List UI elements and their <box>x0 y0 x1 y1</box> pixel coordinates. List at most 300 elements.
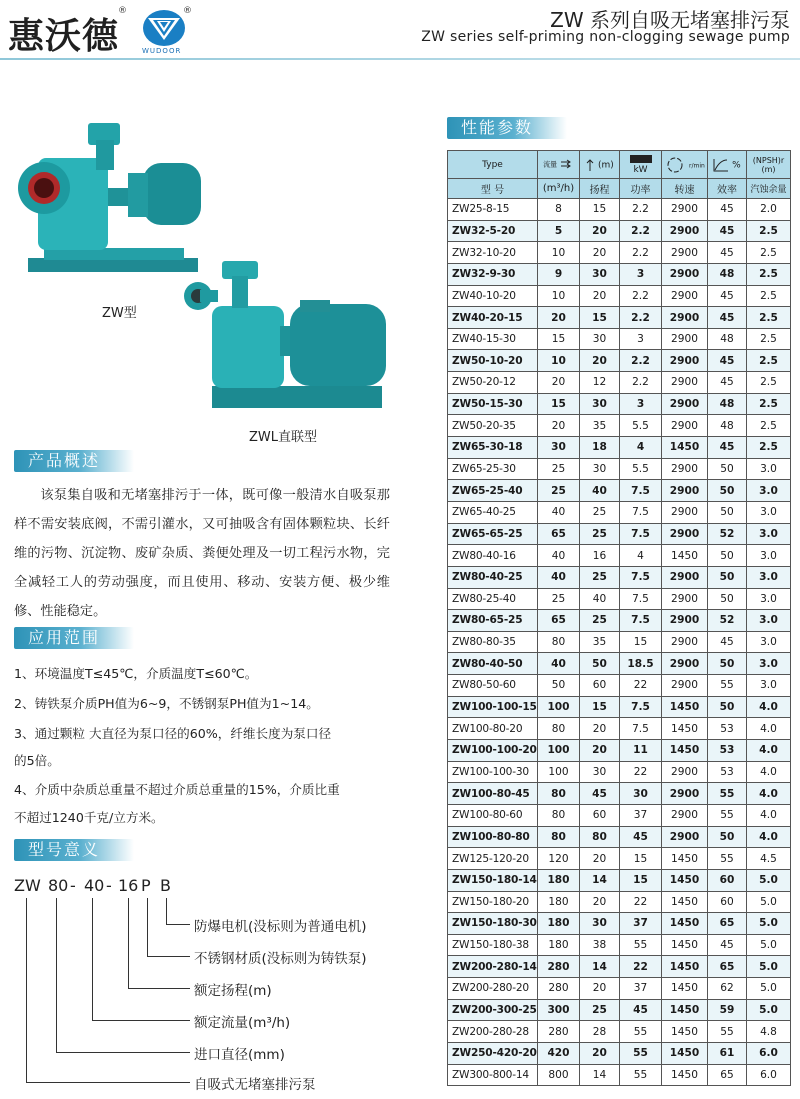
table-row <box>448 545 791 567</box>
value-cell: 10 <box>538 285 580 307</box>
value-cell: 20 <box>580 978 620 1000</box>
logo-registered-mark: ® <box>183 6 192 16</box>
value-cell: 3.0 <box>747 675 791 697</box>
header-divider <box>0 58 800 60</box>
model-cell: ZW50-20-35 <box>448 415 538 437</box>
value-cell: 7.5 <box>620 718 662 740</box>
connector-line <box>166 924 190 925</box>
value-cell: 37 <box>620 978 662 1000</box>
value-cell: 2.5 <box>747 263 791 285</box>
model-cell: ZW80-25-40 <box>448 588 538 610</box>
rotation-icon <box>664 156 686 174</box>
value-cell: 4.0 <box>747 740 791 762</box>
value-cell: 45 <box>708 372 747 394</box>
model-cell: ZW50-10-20 <box>448 350 538 372</box>
connector-line <box>92 1020 190 1021</box>
value-cell: 53 <box>708 740 747 762</box>
zwl-pump-image <box>182 256 390 418</box>
model-cell: ZW65-25-30 <box>448 458 538 480</box>
value-cell: 2.2 <box>620 350 662 372</box>
table-row <box>448 913 791 935</box>
value-cell: 2900 <box>662 501 708 523</box>
value-cell: 2900 <box>662 220 708 242</box>
model-cell: ZW125-120-20 <box>448 848 538 870</box>
model-cell: ZW150-180-20 <box>448 891 538 913</box>
model-cell: ZW40-15-30 <box>448 328 538 350</box>
table-row <box>448 588 791 610</box>
value-cell: 2.5 <box>747 437 791 459</box>
value-cell: 40 <box>538 545 580 567</box>
connector-line <box>128 988 190 989</box>
value-cell: 65 <box>708 956 747 978</box>
model-cell: ZW80-65-25 <box>448 610 538 632</box>
value-cell: 45 <box>708 307 747 329</box>
value-cell: 55 <box>620 1064 662 1086</box>
model-label-head: 额定扬程(m) <box>194 983 272 999</box>
table-row <box>448 740 791 762</box>
value-cell: 20 <box>580 718 620 740</box>
value-cell: 5.0 <box>747 934 791 956</box>
value-cell: 4.0 <box>747 761 791 783</box>
value-cell: 7.5 <box>620 566 662 588</box>
value-cell: 4.0 <box>747 804 791 826</box>
table-row <box>448 199 791 221</box>
value-cell: 50 <box>708 501 747 523</box>
value-cell: 6.0 <box>747 1042 791 1064</box>
value-cell: 15 <box>580 199 620 221</box>
connector-line <box>166 898 167 924</box>
table-row <box>448 393 791 415</box>
value-cell: 25 <box>538 458 580 480</box>
value-cell: 2900 <box>662 393 708 415</box>
table-row <box>448 372 791 394</box>
value-cell: 5.0 <box>747 913 791 935</box>
value-cell: 2900 <box>662 653 708 675</box>
connector-line <box>56 898 57 1052</box>
value-cell: 180 <box>538 891 580 913</box>
value-cell: 2900 <box>662 588 708 610</box>
value-cell: 3.0 <box>747 523 791 545</box>
model-cell: ZW200-280-20 <box>448 978 538 1000</box>
value-cell: 2900 <box>662 804 708 826</box>
table-row <box>448 761 791 783</box>
header-speed-icon-cell <box>662 151 708 179</box>
table-row <box>448 501 791 523</box>
value-cell: 1450 <box>662 869 708 891</box>
application-item: 2、铸铁泵介质PH值为6~9，不锈钢泵PH值为1~14。 <box>14 696 319 711</box>
value-cell: 22 <box>620 891 662 913</box>
value-cell: 4.0 <box>747 696 791 718</box>
model-cell: ZW40-10-20 <box>448 285 538 307</box>
connector-line <box>26 1082 190 1083</box>
value-cell: 4 <box>620 437 662 459</box>
value-cell: 14 <box>580 1064 620 1086</box>
table-row <box>448 804 791 826</box>
value-cell: 4 <box>620 545 662 567</box>
model-label-flow: 额定流量(m³/h) <box>194 1015 291 1031</box>
value-cell: 20 <box>580 220 620 242</box>
value-cell: 16 <box>580 545 620 567</box>
model-cell: ZW100-100-20 <box>448 740 538 762</box>
brand-name: 惠沃德 <box>8 16 120 57</box>
value-cell: 40 <box>580 480 620 502</box>
value-cell: 6.0 <box>747 1064 791 1086</box>
value-cell: 3.0 <box>747 653 791 675</box>
model-label-series: 自吸式无堵塞排污泵 <box>194 1077 316 1093</box>
connector-line <box>147 956 190 957</box>
value-cell: 40 <box>538 653 580 675</box>
value-cell: 55 <box>708 675 747 697</box>
value-cell: 5.0 <box>747 891 791 913</box>
value-cell: 3.0 <box>747 631 791 653</box>
table-row <box>448 956 791 978</box>
table-row <box>448 848 791 870</box>
header-power: 功率 <box>620 179 662 199</box>
value-cell: 1450 <box>662 913 708 935</box>
value-cell: 3 <box>620 263 662 285</box>
model-cell: ZW100-80-60 <box>448 804 538 826</box>
model-part-inlet: 80 <box>48 876 69 895</box>
flow-icon <box>560 159 574 169</box>
value-cell: 2900 <box>662 242 708 264</box>
efficiency-curve-icon <box>713 158 729 172</box>
value-cell: 20 <box>580 848 620 870</box>
model-cell: ZW300-800-14 <box>448 1064 538 1086</box>
model-meaning-heading: 型号意义 <box>14 839 134 861</box>
value-cell: 4.0 <box>747 826 791 848</box>
value-cell: 2.2 <box>620 285 662 307</box>
value-cell: 5.0 <box>747 956 791 978</box>
header-efficiency-icon-cell <box>708 151 747 179</box>
zwl-image-caption: ZWL直联型 <box>249 430 318 445</box>
value-cell: 1450 <box>662 934 708 956</box>
value-cell: 1450 <box>662 978 708 1000</box>
value-cell: 1450 <box>662 999 708 1021</box>
value-cell: 50 <box>708 588 747 610</box>
value-cell: 2900 <box>662 350 708 372</box>
table-row <box>448 610 791 632</box>
model-cell: ZW65-30-18 <box>448 437 538 459</box>
table-row <box>448 653 791 675</box>
table-row <box>448 934 791 956</box>
value-cell: 45 <box>620 999 662 1021</box>
value-cell: 50 <box>708 458 747 480</box>
model-cell: ZW32-10-20 <box>448 242 538 264</box>
value-cell: 55 <box>708 1021 747 1043</box>
value-cell: 22 <box>620 675 662 697</box>
value-cell: 2900 <box>662 199 708 221</box>
model-cell: ZW150-180-38 <box>448 934 538 956</box>
value-cell: 2900 <box>662 263 708 285</box>
value-cell: 30 <box>580 458 620 480</box>
header-efficiency: 效率 <box>708 179 747 199</box>
value-cell: 20 <box>538 372 580 394</box>
value-cell: 5.0 <box>747 999 791 1021</box>
header-flow: (m³/h) <box>538 179 580 199</box>
value-cell: 40 <box>538 566 580 588</box>
value-cell: 40 <box>538 501 580 523</box>
value-cell: 1450 <box>662 545 708 567</box>
value-cell: 100 <box>538 761 580 783</box>
value-cell: 2900 <box>662 566 708 588</box>
connector-line <box>56 1052 190 1053</box>
value-cell: 800 <box>538 1064 580 1086</box>
model-cell: ZW200-280-14 <box>448 956 538 978</box>
wudoor-logo-icon <box>142 8 186 52</box>
model-label-material: 不锈钢材质(没标则为铸铁泵) <box>194 951 367 967</box>
model-cell: ZW150-180-14 <box>448 869 538 891</box>
header-power-unit: kW <box>633 164 648 175</box>
table-row <box>448 718 791 740</box>
value-cell: 35 <box>580 631 620 653</box>
overview-text: 该泵集自吸和无堵塞排污于一体，既可像一般清水自吸泵那样不需安装底阀，不需引灌水，又可抽吸含有固体颗粒块、长纤维的污物、沉淀物、废矿杂质、粪便处理及一切工程污水物，完全减轻工人的劳动强度，而且使用、移动、安装方便、极少维修、性能稳定。 <box>14 488 390 619</box>
model-cell: ZW80-50-60 <box>448 675 538 697</box>
value-cell: 4.5 <box>747 848 791 870</box>
value-cell: 2.2 <box>620 242 662 264</box>
value-cell: 20 <box>580 891 620 913</box>
value-cell: 80 <box>580 826 620 848</box>
value-cell: 45 <box>580 783 620 805</box>
value-cell: 3.0 <box>747 588 791 610</box>
table-row <box>448 523 791 545</box>
table-row <box>448 999 791 1021</box>
value-cell: 3.0 <box>747 480 791 502</box>
table-row <box>448 978 791 1000</box>
value-cell: 100 <box>538 696 580 718</box>
model-cell: ZW32-5-20 <box>448 220 538 242</box>
model-cell: ZW40-20-15 <box>448 307 538 329</box>
table-row <box>448 826 791 848</box>
value-cell: 3 <box>620 328 662 350</box>
value-cell: 37 <box>620 913 662 935</box>
value-cell: 2900 <box>662 285 708 307</box>
value-cell: 1450 <box>662 718 708 740</box>
value-cell: 2900 <box>662 826 708 848</box>
model-cell: ZW65-40-25 <box>448 501 538 523</box>
value-cell: 10 <box>538 242 580 264</box>
value-cell: 2900 <box>662 415 708 437</box>
value-cell: 55 <box>708 804 747 826</box>
value-cell: 45 <box>708 631 747 653</box>
value-cell: 45 <box>708 199 747 221</box>
model-cell: ZW100-80-45 <box>448 783 538 805</box>
header-speed: 转速 <box>662 179 708 199</box>
header-head-icon-cell <box>580 151 620 179</box>
table-row <box>448 350 791 372</box>
value-cell: 60 <box>580 675 620 697</box>
value-cell: 2900 <box>662 675 708 697</box>
value-cell: 2.5 <box>747 242 791 264</box>
value-cell: 280 <box>538 978 580 1000</box>
model-label-inlet: 进口直径(mm) <box>194 1047 285 1063</box>
value-cell: 48 <box>708 328 747 350</box>
value-cell: 180 <box>538 869 580 891</box>
value-cell: 40 <box>580 588 620 610</box>
header-head: 扬程 <box>580 179 620 199</box>
value-cell: 15 <box>538 393 580 415</box>
table-row <box>448 1021 791 1043</box>
value-cell: 52 <box>708 610 747 632</box>
value-cell: 50 <box>580 653 620 675</box>
value-cell: 2.5 <box>747 350 791 372</box>
value-cell: 120 <box>538 848 580 870</box>
value-cell: 37 <box>620 804 662 826</box>
value-cell: 5 <box>538 220 580 242</box>
value-cell: 48 <box>708 263 747 285</box>
value-cell: 65 <box>708 1064 747 1086</box>
value-cell: 62 <box>708 978 747 1000</box>
value-cell: 45 <box>708 437 747 459</box>
value-cell: 100 <box>538 740 580 762</box>
value-cell: 2900 <box>662 372 708 394</box>
value-cell: 5.0 <box>747 978 791 1000</box>
model-cell: ZW100-80-80 <box>448 826 538 848</box>
value-cell: 15 <box>580 307 620 329</box>
header-npsh: (NPSH)r (m) <box>747 151 791 179</box>
value-cell: 18 <box>580 437 620 459</box>
value-cell: 20 <box>580 350 620 372</box>
value-cell: 55 <box>708 848 747 870</box>
value-cell: 45 <box>708 934 747 956</box>
value-cell: 2900 <box>662 523 708 545</box>
value-cell: 80 <box>538 804 580 826</box>
value-cell: 48 <box>708 393 747 415</box>
value-cell: 20 <box>580 740 620 762</box>
value-cell: 20 <box>538 415 580 437</box>
value-cell: 180 <box>538 934 580 956</box>
value-cell: 2.5 <box>747 393 791 415</box>
value-cell: 60 <box>708 869 747 891</box>
value-cell: 22 <box>620 761 662 783</box>
model-cell: ZW80-40-25 <box>448 566 538 588</box>
table-row <box>448 783 791 805</box>
connector-line <box>26 898 27 1082</box>
value-cell: 50 <box>708 696 747 718</box>
value-cell: 2.5 <box>747 220 791 242</box>
value-cell: 7.5 <box>620 523 662 545</box>
title-chinese: ZW 系列自吸无堵塞排污泵 <box>550 8 790 32</box>
value-cell: 15 <box>580 696 620 718</box>
table-row <box>448 566 791 588</box>
model-part-dash: - <box>106 876 112 895</box>
value-cell: 60 <box>580 804 620 826</box>
value-cell: 2900 <box>662 761 708 783</box>
value-cell: 2.5 <box>747 328 791 350</box>
header-power-icon-cell <box>620 151 662 179</box>
value-cell: 3.0 <box>747 501 791 523</box>
value-cell: 2900 <box>662 328 708 350</box>
value-cell: 25 <box>580 566 620 588</box>
table-row <box>448 1042 791 1064</box>
head-arrow-icon <box>585 158 595 172</box>
header-speed-unit: r/min <box>689 162 705 169</box>
performance-table <box>447 150 791 1086</box>
table-row <box>448 631 791 653</box>
value-cell: 45 <box>708 350 747 372</box>
value-cell: 30 <box>580 328 620 350</box>
page-header <box>0 0 800 60</box>
value-cell: 50 <box>708 480 747 502</box>
model-part-series: ZW <box>14 876 41 895</box>
value-cell: 55 <box>620 934 662 956</box>
value-cell: 2.2 <box>620 220 662 242</box>
value-cell: 45 <box>708 220 747 242</box>
value-cell: 420 <box>538 1042 580 1064</box>
value-cell: 2900 <box>662 610 708 632</box>
value-cell: 25 <box>580 999 620 1021</box>
value-cell: 2900 <box>662 631 708 653</box>
value-cell: 55 <box>620 1021 662 1043</box>
header-head-unit: (m) <box>598 160 614 170</box>
title-english: ZW series self-priming non-clogging sewage pump <box>421 29 790 45</box>
value-cell: 30 <box>580 913 620 935</box>
value-cell: 4.8 <box>747 1021 791 1043</box>
table-row <box>448 458 791 480</box>
table-row <box>448 307 791 329</box>
value-cell: 2900 <box>662 480 708 502</box>
table-row <box>448 328 791 350</box>
model-cell: ZW100-100-30 <box>448 761 538 783</box>
connector-line <box>92 898 93 1020</box>
model-cell: ZW50-20-12 <box>448 372 538 394</box>
performance-heading: 性能参数 <box>447 117 567 139</box>
application-item: 1、环境温度T≤45℃，介质温度T≤60℃。 <box>14 666 258 681</box>
model-cell: ZW65-65-25 <box>448 523 538 545</box>
header-model: 型 号 <box>448 179 538 199</box>
value-cell: 5.5 <box>620 415 662 437</box>
value-cell: 15 <box>538 328 580 350</box>
zw-image-caption: ZW型 <box>102 306 137 321</box>
value-cell: 15 <box>620 848 662 870</box>
value-cell: 2.5 <box>747 285 791 307</box>
value-cell: 1450 <box>662 1042 708 1064</box>
table-row <box>448 242 791 264</box>
model-cell: ZW150-180-30 <box>448 913 538 935</box>
model-part-dash: - <box>70 876 76 895</box>
model-cell: ZW200-280-28 <box>448 1021 538 1043</box>
header-type: Type <box>448 151 538 179</box>
value-cell: 59 <box>708 999 747 1021</box>
value-cell: 80 <box>538 783 580 805</box>
overview-heading: 产品概述 <box>14 450 134 472</box>
value-cell: 50 <box>538 675 580 697</box>
value-cell: 80 <box>538 718 580 740</box>
value-cell: 61 <box>708 1042 747 1064</box>
header-efficiency-unit: % <box>732 160 741 170</box>
value-cell: 7.5 <box>620 696 662 718</box>
value-cell: 280 <box>538 956 580 978</box>
value-cell: 300 <box>538 999 580 1021</box>
model-cell: ZW25-8-15 <box>448 199 538 221</box>
value-cell: 80 <box>538 826 580 848</box>
value-cell: 25 <box>580 501 620 523</box>
value-cell: 7.5 <box>620 588 662 610</box>
model-cell: ZW100-80-20 <box>448 718 538 740</box>
performance-table-body <box>448 199 791 1086</box>
value-cell: 280 <box>538 1021 580 1043</box>
application-item: 的5倍。 <box>14 753 60 768</box>
value-cell: 1450 <box>662 848 708 870</box>
value-cell: 25 <box>538 588 580 610</box>
value-cell: 1450 <box>662 1064 708 1086</box>
value-cell: 50 <box>708 826 747 848</box>
value-cell: 25 <box>580 523 620 545</box>
value-cell: 1450 <box>662 696 708 718</box>
value-cell: 45 <box>708 242 747 264</box>
value-cell: 9 <box>538 263 580 285</box>
table-row <box>448 891 791 913</box>
value-cell: 80 <box>538 631 580 653</box>
